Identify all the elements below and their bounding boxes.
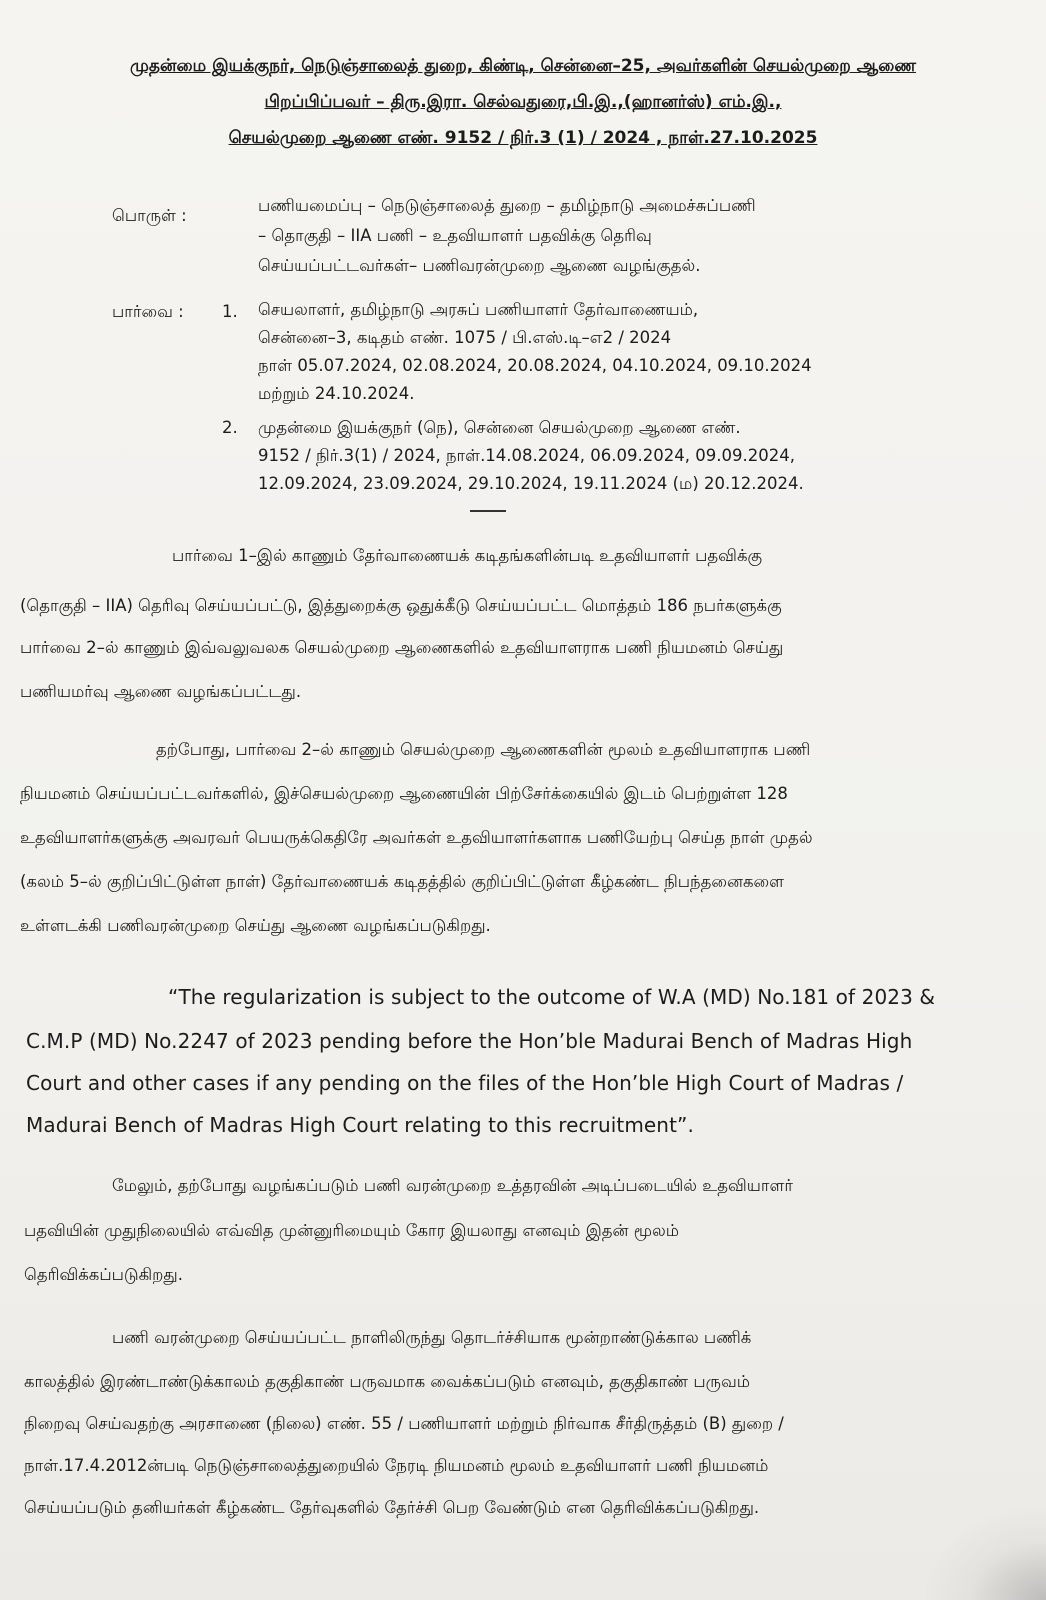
paragraph-3-line-2: பதவியின் முதுநிலையில் எவ்வித முன்னுரிமையும் கோர இயலாது எனவும் இதன் மூலம் <box>24 1221 679 1240</box>
quote-line-1: “The regularization is subject to the outcome of W.A (MD) No.181 of 2023 & <box>168 985 936 1009</box>
paragraph-2-line-2: நியமனம் செய்யப்பட்டவர்களில், இச்செயல்முறை ஆணையின் பிற்சேர்க்கையில் இடம் பெற்றுள்ள 128 <box>20 784 788 803</box>
reference-1-line-2: சென்னை–3, கடிதம் எண். 1075 / பி.எஸ்.டி–எ2 / 2024 <box>258 328 672 347</box>
paragraph-4-line-4: நாள்.17.4.2012ன்படி நெடுஞ்சாலைத்துறையில் நேரடி நியமனம் மூலம் உதவியாளர் பணி நியமனம் <box>24 1456 769 1475</box>
reference-2-line-1: முதன்மை இயக்குநர் (நெ), சென்னை செயல்முறை ஆணை எண். <box>258 418 741 437</box>
paragraph-2-line-1: தற்போது, பார்வை 2–ல் காணும் செயல்முறை ஆணைகளின் மூலம் உதவியாளராக பணி <box>156 740 811 759</box>
separator-line <box>470 510 506 512</box>
quote-line-4: Madurai Bench of Madras High Court relating to this recruitment”. <box>26 1113 694 1137</box>
subject-label: பொருள் : <box>112 206 187 225</box>
quote-line-3: Court and other cases if any pending on the files of the Hon’ble High Court of Madras / <box>26 1071 904 1095</box>
reference-2-line-2: 9152 / நிர்.3(1) / 2024, நாள்.14.08.2024, 06.09.2024, 09.09.2024, <box>258 446 795 465</box>
paragraph-3-line-1: மேலும், தற்போது வழங்கப்படும் பணி வரன்முறை உத்தரவின் அடிப்படையில் உதவியாளர் <box>112 1176 793 1195</box>
reference-2-line-3: 12.09.2024, 23.09.2024, 29.10.2024, 19.11.2024 (ம) 20.12.2024. <box>258 474 804 493</box>
paragraph-4-line-3: நிறைவு செய்வதற்கு அரசாணை (நிலை) எண். 55 / பணியாளர் மற்றும் நிர்வாக சீர்திருத்தம் (B) துறை / <box>24 1414 784 1433</box>
reference-1-line-3: நாள் 05.07.2024, 02.08.2024, 20.08.2024, 04.10.2024, 09.10.2024 <box>258 356 812 375</box>
header-line-3: செயல்முறை ஆணை எண். 9152 / நிர்.3 (1) / 2024 , நாள்.27.10.2025 <box>228 128 818 148</box>
paragraph-1-line-2: (தொகுதி – IIA) தெரிவு செய்யப்பட்டு, இத்துறைக்கு ஒதுக்கீடு செய்யப்பட்ட மொத்தம் 186 நபர்களுக்கு <box>20 596 782 615</box>
paragraph-1-line-1: பார்வை 1–இல் காணும் தேர்வாணையக் கடிதங்களின்படி உதவியாளர் பதவிக்கு <box>172 546 763 565</box>
header-line-1: முதன்மை இயக்குநர், நெடுஞ்சாலைத் துறை, கிண்டி, சென்னை–25, அவர்களின் செயல்முறை ஆணை <box>130 56 916 76</box>
reference-2-number: 2. <box>222 418 238 437</box>
paragraph-2-line-4: (கலம் 5–ல் குறிப்பிட்டுள்ள நாள்) தேர்வாணையக் கடிதத்தில் குறிப்பிட்டுள்ள கீழ்கண்ட நிபந்தனைகளை <box>20 872 785 891</box>
paragraph-3-line-3: தெரிவிக்கப்படுகிறது. <box>24 1265 183 1284</box>
header-line-2: பிறப்பிப்பவர் – திரு.இரா. செல்வதுரை,பி.இ.,(ஹானர்ஸ்) எம்.இ., <box>264 92 782 112</box>
subject-line-1: பணியமைப்பு – நெடுஞ்சாலைத் துறை – தமிழ்நாடு அமைச்சுப்பணி <box>258 196 756 215</box>
paragraph-2-line-5: உள்ளடக்கி பணிவரன்முறை செய்து ஆணை வழங்கப்படுகிறது. <box>20 916 491 935</box>
reference-label: பார்வை : <box>112 302 184 321</box>
paragraph-1-line-4: பணியமர்வு ஆணை வழங்கப்பட்டது. <box>20 682 302 701</box>
reference-1-number: 1. <box>222 302 238 321</box>
paragraph-4-line-1: பணி வரன்முறை செய்யப்பட்ட நாளிலிருந்து தொடர்ச்சியாக மூன்றாண்டுக்கால பணிக் <box>112 1328 752 1347</box>
paragraph-1-line-3: பார்வை 2–ல் காணும் இவ்வலுவலக செயல்முறை ஆணைகளில் உதவியாளராக பணி நியமனம் செய்து <box>20 638 784 657</box>
reference-1-line-1: செயலாளர், தமிழ்நாடு அரசுப் பணியாளர் தேர்வாணையம், <box>258 300 699 319</box>
paragraph-2-line-3: உதவியாளர்களுக்கு அவரவர் பெயருக்கெதிரே அவர்கள் உதவியாளர்களாக பணியேற்பு செய்த நாள் முதல் <box>20 828 813 847</box>
page-curl-shadow <box>926 1510 1046 1600</box>
paragraph-4-line-2: காலத்தில் இரண்டாண்டுக்காலம் தகுதிகாண் பருவமாக வைக்கப்படும் எனவும், தகுதிகாண் பருவம் <box>24 1372 751 1391</box>
paragraph-4-line-5: செய்யப்படும் தனியர்கள் கீழ்கண்ட தேர்வுகளில் தேர்ச்சி பெற வேண்டும் என தெரிவிக்கப்படுகிறது. <box>24 1498 760 1517</box>
subject-line-2: – தொகுதி – IIA பணி – உதவியாளர் பதவிக்கு தெரிவு <box>258 226 652 245</box>
quote-line-2: C.M.P (MD) No.2247 of 2023 pending before the Hon’ble Madurai Bench of Madras High <box>26 1029 913 1053</box>
reference-1-line-4: மற்றும் 24.10.2024. <box>258 384 415 403</box>
subject-line-3: செய்யப்பட்டவர்கள்– பணிவரன்முறை ஆணை வழங்குதல். <box>258 256 701 275</box>
